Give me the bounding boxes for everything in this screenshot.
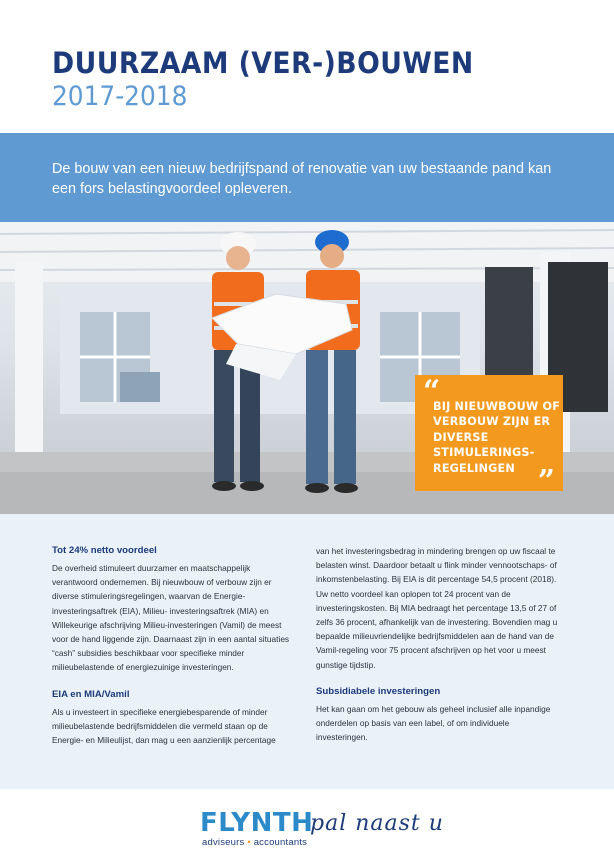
logo-sub-right: accountants: [253, 837, 308, 848]
logo-subtitle: [202, 837, 307, 848]
title-block: [52, 46, 510, 114]
intro-text: De bouw van een nieuw bedrijfspand of renovatie van uw bestaande pand kan een fors belastingvoordeel opleveren.: [52, 161, 552, 197]
section-text-subsidiabel: Het kan gaan om het gebouw als geheel inclusief alle inpandige onderdelen op basis van een label, of om individuele investeringen.: [316, 703, 551, 743]
tagline: pal naast u: [310, 811, 444, 836]
column-left: [52, 544, 298, 747]
column-right: [316, 544, 562, 744]
section-heading-voordeel: Tot 24% netto voordeel: [52, 545, 157, 556]
page-title: DUURZAAM (VER-)BOUWEN: [52, 46, 474, 80]
section-heading-eia: EIA en MIA/Vamil: [52, 688, 130, 700]
section-text-eia: Als u investeert in specifieke energiebesparende of minder milieubelastende bedrijfsmiddelen die vermeld staan op de Energie- en Milieulijst, dan mag u een aanzienlijk percentage: [52, 706, 276, 746]
logo-sub-dot: •: [247, 837, 251, 848]
construction-workers-photo: [0, 222, 614, 514]
content-area: [0, 514, 614, 789]
intro-band: [0, 133, 614, 222]
flynth-logo: FLYNTH: [200, 808, 314, 838]
section-heading-subsidiabel: Subsidiabele investeringen: [316, 685, 441, 697]
section-text-eia-continued: van het investeringsbedrag in mindering brengen op uw fiscaal te belasten winst. Daardoor betaalt u flink minder vennootschaps- of inkomstenbelasting. Bij EIA is dit percentage 54,5 procent (2018). Uw netto voordeel kan oplopen tot 24 procent van de investeringskosten. Bij MIA bedraagt het percentage 13,5 of 27 of zelfs 36 procent, afhankelijk van de investering. Bovendien mag u bepaalde milieuvriendelijke bedrijfsmiddelen aan de hand van de Vamil-regeling voor 75 procent afschrijven op het voor u meest gunstige tijdstip.: [316, 546, 558, 670]
quote-text: BIJ NIEUWBOUW OF VERBOUW ZIJN ER DIVERSE STIMULERINGS-REGELINGEN: [433, 400, 561, 475]
quote-box: [415, 374, 563, 499]
quote-open-icon: “: [423, 374, 441, 409]
section-text-voordeel: De overheid stimuleert duurzamer en maatschappelijk verantwoord ondernemen. Bij nieuwbouw of verbouw zijn er diverse stimuleringsregelingen, waarvan de Energie-investeringsaftrek (EIA), Milieu- investeringsaftrek (MIA) en Willekeurige afschrijving Milieu-investeringen (Vamil) de meest voor de hand liggende zijn. Daarnaast zijn in een aantal situaties “cash” subsidies beschikbaar voor specifieke minder milieubelastende of energiezuinige investeringen.: [52, 563, 290, 673]
quote-close-icon: ”: [537, 464, 555, 499]
logo-sub-left: adviseurs: [202, 837, 245, 848]
page-years: 2017-2018: [52, 81, 188, 112]
footer: [0, 789, 614, 868]
